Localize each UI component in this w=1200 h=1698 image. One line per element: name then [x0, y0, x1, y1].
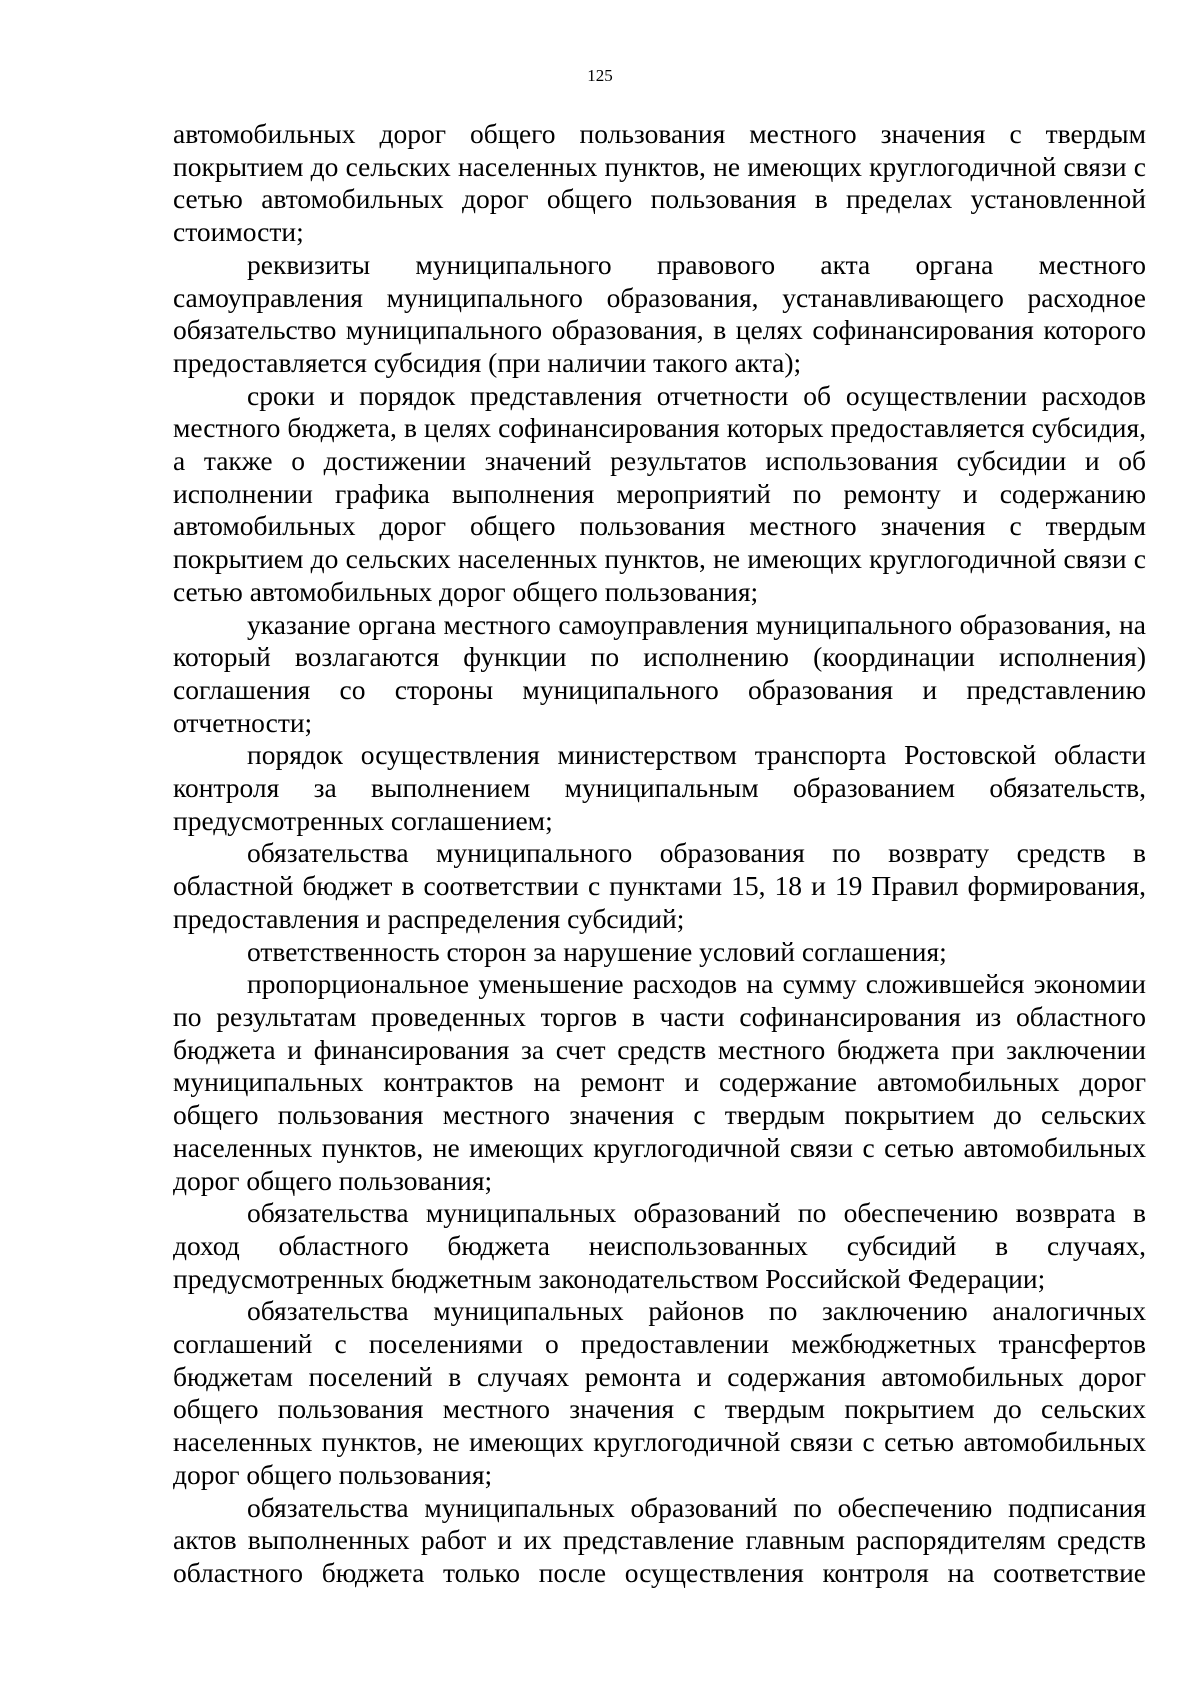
- paragraph-refund-obligations: обязательства муниципального образования по возврату средств в областной бюджет в соответствии с пунктами 15, 18 и 19 Правил формирования, предоставления и распределения субсидий;: [173, 837, 1146, 934]
- document-body: [173, 118, 1146, 1590]
- paragraph-district-agreements: обязательства муниципальных районов по заключению аналогичных соглашений с поселениями о предоставлении межбюджетных трансфертов бюджетам поселений в случаях ремонта и содержания автомобильных дорог общего пользования местного значения с твердым покрытием до сельских населенных пунктов, не имеющих круглогодичной связи с сетью автомобильных дорог общего пользования;: [173, 1295, 1146, 1490]
- paragraph-reporting-terms: сроки и порядок представления отчетности об осуществлении расходов местного бюджета, в целях софинансирования которых предоставляется субсидия, а также о достижении значений результатов использования субсидии и об исполнении графика выполнения мероприятий по ремонту и содержанию автомобильных дорог общего пользования местного значения с твердым покрытием до сельских населенных пунктов, не имеющих круглогодичной связи с сетью автомобильных дорог общего пользования;: [173, 379, 1146, 607]
- paragraph-liability: ответственность сторон за нарушение условий соглашения;: [247, 935, 947, 967]
- page-number: 125: [587, 66, 613, 85]
- paragraph-unused-subsidy-return: обязательства муниципальных образований по обеспечению возврата в доход областного бюджета неиспользованных субсидий в случаях, предусмотренных бюджетным законодательством Российской Федерации;: [173, 1197, 1146, 1294]
- paragraph-requisites: реквизиты муниципального правового акта органа местного самоуправления муниципального образования, устанавливающего расходное обязательство муниципального образования, в целях софинансирования которого предоставляется субсидия (при наличии такого акта);: [173, 248, 1146, 378]
- paragraph-acts-signing: обязательства муниципальных образований по обеспечению подписания актов выполненных работ и их представление главным распорядителям средств областного бюджета только после осуществления контроля на соответствие: [173, 1491, 1146, 1588]
- paragraph-responsible-body: указание органа местного самоуправления муниципального образования, на который возлагаются функции по исполнению (координации исполнения) соглашения со стороны муниципального образования и представлению отчетности;: [173, 608, 1146, 738]
- paragraph-proportional-reduction: пропорциональное уменьшение расходов на сумму сложившейся экономии по результатам проведенных торгов в части софинансирования из областного бюджета и финансирования за счет средств местного бюджета при заключении муниципальных контрактов на ремонт и содержание автомобильных дорог общего пользования местного значения с твердым покрытием до сельских населенных пунктов, не имеющих круглогодичной связи с сетью автомобильных дорог общего пользования;: [173, 968, 1146, 1196]
- paragraph-continued: автомобильных дорог общего пользования местного значения с твердым покрытием до сельских населенных пунктов, не имеющих круглогодичной связи с сетью автомобильных дорог общего пользования в пределах установленной стоимости;: [173, 118, 1146, 248]
- paragraph-control-procedure: порядок осуществления министерством транспорта Ростовской области контроля за выполнением муниципальным образованием обязательств, предусмотренных соглашением;: [173, 739, 1146, 836]
